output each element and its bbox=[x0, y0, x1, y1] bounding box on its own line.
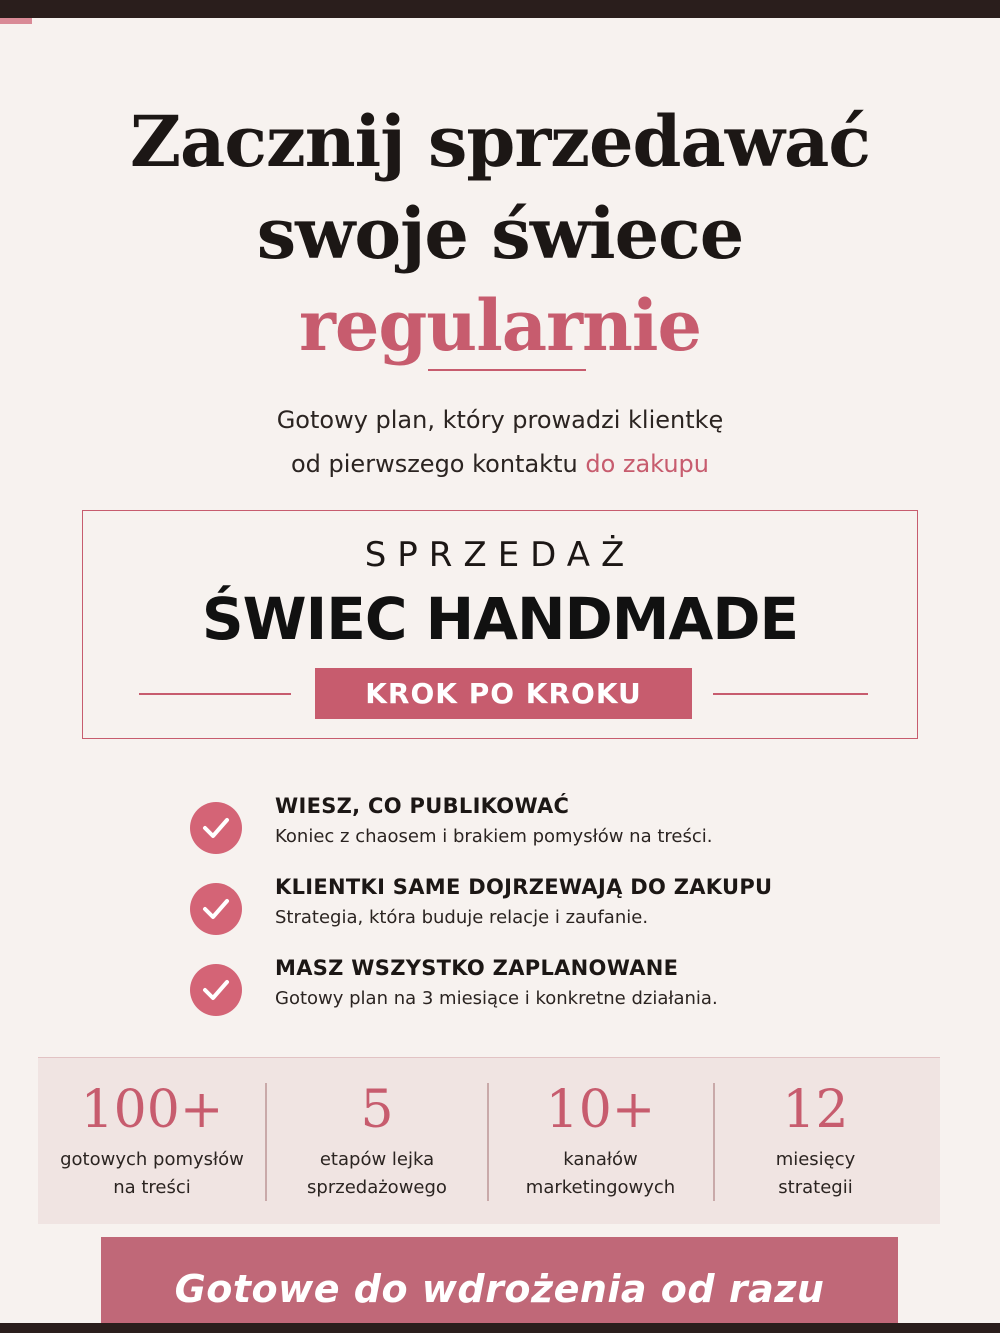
benefit-item bbox=[190, 956, 910, 1024]
subtitle-line-2: od pierwszego kontaktu bbox=[290, 450, 578, 478]
band-line-left bbox=[139, 693, 291, 695]
product-box bbox=[82, 510, 918, 739]
headline-line-1: Zacznij sprzedawać bbox=[129, 100, 871, 183]
stats-panel bbox=[38, 1057, 940, 1224]
band-line-right bbox=[713, 693, 868, 695]
stat-label-line-1: etapów lejka bbox=[319, 1149, 435, 1170]
flyer bbox=[0, 18, 1000, 1323]
title-divider bbox=[428, 369, 586, 371]
subtitle bbox=[0, 398, 1000, 486]
headline-accent: regularnie bbox=[298, 284, 702, 367]
benefit-description: Strategia, która buduje relacje i zaufanie. bbox=[275, 907, 649, 928]
stat-label bbox=[266, 1146, 488, 1202]
stat-value: 100+ bbox=[80, 1080, 224, 1140]
headline bbox=[0, 96, 1000, 372]
stat-value: 5 bbox=[360, 1080, 394, 1140]
stat-value: 10+ bbox=[545, 1080, 656, 1140]
stat-label-line-2: sprzedażowego bbox=[307, 1177, 447, 1198]
benefit-item bbox=[190, 875, 910, 943]
benefit-item bbox=[190, 794, 910, 862]
stat-label-line-1: miesięcy bbox=[775, 1149, 856, 1170]
check-circle-icon bbox=[190, 883, 242, 935]
stat-value: 12 bbox=[782, 1080, 849, 1140]
stat-label-line-1: gotowych pomysłów bbox=[60, 1149, 244, 1170]
stat-label bbox=[714, 1146, 917, 1202]
product-band: KROK PO KROKU bbox=[315, 668, 692, 719]
check-circle-icon bbox=[190, 802, 242, 854]
stat-label bbox=[38, 1146, 266, 1202]
stat-item bbox=[38, 1058, 266, 1225]
stat-item bbox=[714, 1058, 917, 1225]
benefit-description: Gotowy plan na 3 miesiące i konkretne działania. bbox=[275, 988, 718, 1009]
stat-item bbox=[488, 1058, 713, 1225]
product-title: ŚWIEC HANDMADE bbox=[201, 585, 799, 653]
stat-item bbox=[266, 1058, 488, 1225]
stat-label-line-2: marketingowych bbox=[525, 1177, 676, 1198]
stat-label bbox=[488, 1146, 713, 1202]
subtitle-accent: do zakupu bbox=[585, 450, 709, 478]
stat-label-line-2: na treści bbox=[113, 1177, 191, 1198]
headline-line-2: swoje świece bbox=[256, 192, 744, 275]
stat-label-line-1: kanałów bbox=[563, 1149, 638, 1170]
product-kicker: SPRZEDAŻ bbox=[364, 535, 636, 575]
subtitle-line-1: Gotowy plan, który prowadzi klientkę bbox=[276, 406, 724, 434]
stat-label-line-2: strategii bbox=[778, 1177, 853, 1198]
benefit-description: Koniec z chaosem i brakiem pomysłów na treści. bbox=[275, 826, 713, 847]
benefit-title: KLIENTKI SAME DOJRZEWAJĄ DO ZAKUPU bbox=[275, 875, 773, 899]
cta-banner[interactable]: Gotowe do wdrożenia od razu bbox=[101, 1237, 898, 1323]
check-circle-icon bbox=[190, 964, 242, 1016]
benefit-title: MASZ WSZYSTKO ZAPLANOWANE bbox=[275, 956, 679, 980]
benefit-title: WIESZ, CO PUBLIKOWAĆ bbox=[275, 794, 570, 818]
corner-accent bbox=[0, 18, 32, 24]
